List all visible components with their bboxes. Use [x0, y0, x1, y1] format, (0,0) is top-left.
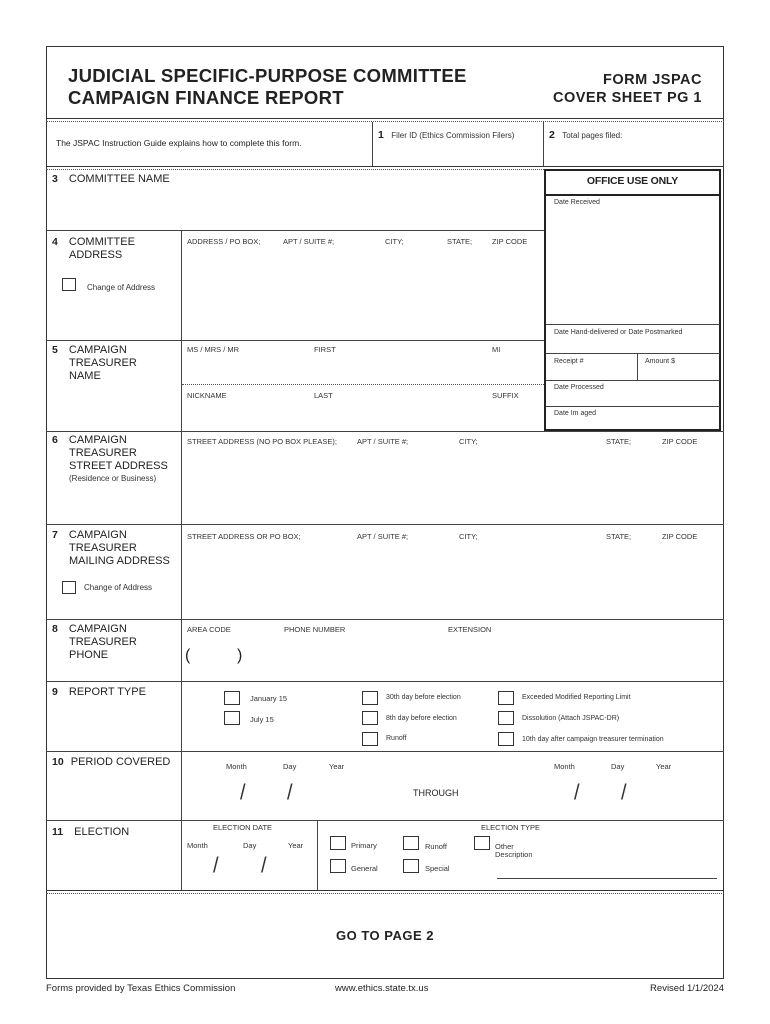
divider [317, 820, 318, 891]
amount-label: Amount $ [645, 358, 675, 365]
start-date-slash-1: / [240, 780, 246, 806]
committee-address-input[interactable] [182, 248, 542, 338]
runoff-election-checkbox[interactable] [403, 836, 419, 850]
treasurer-name-heading: 5 CAMPAIGN [52, 344, 127, 356]
30th-day-label: 30th day before election [386, 694, 461, 701]
date-received-label: Date Received [554, 199, 600, 206]
extension-input[interactable] [446, 646, 546, 668]
election-month-label: Month [187, 841, 208, 850]
8th-day-label: 8th day before election [386, 715, 457, 722]
end-year-label: Year [656, 762, 672, 771]
divider [182, 384, 544, 385]
divider [46, 820, 724, 821]
divider [46, 121, 724, 122]
treasurer-first-name-input[interactable] [182, 355, 542, 383]
state-label: STATE; [606, 532, 632, 541]
general-checkbox[interactable] [330, 859, 346, 873]
january-15-label: January 15 [250, 694, 288, 703]
divider [46, 230, 544, 231]
divider [546, 406, 720, 407]
change-address-label: Change of Address [84, 583, 153, 592]
treasurer-mailing-input[interactable] [182, 543, 722, 617]
address-label: ADDRESS / PO BOX; [187, 237, 261, 246]
july-15-label: July 15 [250, 715, 274, 724]
end-day-label: Day [611, 762, 625, 771]
divider [46, 890, 724, 891]
treasurer-label: TREASURER [69, 447, 137, 459]
go-to-page-2: GO TO PAGE 2 [336, 928, 434, 943]
start-month-label: Month [226, 762, 247, 771]
runoff-report-checkbox[interactable] [362, 732, 378, 746]
exceeded-limit-label: Exceeded Modified Reporting Limit [522, 694, 631, 701]
primary-checkbox[interactable] [330, 836, 346, 850]
january-15-checkbox[interactable] [224, 691, 240, 705]
suffix-label: SUFFIX [492, 391, 519, 400]
total-pages-label: Total pages filed: [562, 131, 623, 140]
mailing-address-label: MAILING ADDRESS [69, 555, 170, 567]
change-address-label: Change of Address [87, 283, 156, 292]
extension-label: EXTENSION [448, 625, 492, 634]
city-label: CITY; [459, 437, 478, 446]
period-start-date-input[interactable] [200, 778, 350, 808]
phone-number-input[interactable] [260, 646, 430, 668]
office-use-title: OFFICE USE ONLY [544, 169, 721, 196]
first-label: FIRST [314, 345, 336, 354]
street-address-label: STREET ADDRESS [69, 460, 168, 472]
footer-provider: Forms provided by Texas Ethics Commission [46, 983, 236, 994]
footer-website[interactable]: www.ethics.state.tx.us [335, 983, 429, 994]
divider [46, 751, 724, 752]
zip-label: ZIP CODE [662, 532, 698, 541]
zip-label: ZIP CODE [492, 237, 528, 246]
through-label: THROUGH [413, 788, 459, 798]
form-title-line1: JUDICIAL SPECIFIC-PURPOSE COMMITTEE [68, 65, 467, 86]
end-date-slash-1: / [574, 780, 580, 806]
treasurer-phone-heading: 8 CAMPAIGN [52, 623, 127, 635]
other-label: Other [495, 842, 514, 851]
special-checkbox[interactable] [403, 859, 419, 873]
divider [46, 118, 724, 119]
area-code-close-paren: ) [237, 647, 243, 664]
divider [543, 122, 544, 166]
10th-day-termination-label: 10th day after campaign treasurer termination [522, 736, 664, 743]
committee-address-label: ADDRESS [69, 249, 123, 261]
committee-name-label: COMMITTEE NAME [68, 173, 170, 185]
last-label: LAST [314, 391, 333, 400]
july-15-checkbox[interactable] [224, 711, 240, 725]
form-code: FORM JSPAC [603, 72, 702, 88]
10th-day-termination-checkbox[interactable] [498, 732, 514, 746]
runoff-report-label: Runoff [386, 735, 407, 742]
phone-label: PHONE [69, 649, 109, 661]
divider [546, 324, 720, 325]
divider [46, 340, 544, 341]
field-number: 3 [52, 173, 58, 185]
start-day-label: Day [283, 762, 297, 771]
election-day-label: Day [243, 841, 257, 850]
election-date-input[interactable] [186, 852, 314, 882]
divider [46, 169, 544, 170]
other-election-checkbox[interactable] [474, 836, 490, 850]
date-hand-delivered-label: Date Hand-delivered or Date Postmarked [554, 329, 683, 336]
divider [46, 681, 724, 682]
field-number: 2 [549, 129, 555, 141]
period-covered-heading: 10 PERIOD COVERED [52, 756, 171, 768]
dissolution-checkbox[interactable] [498, 711, 514, 725]
runoff-election-label: Runoff [425, 842, 447, 851]
period-end-date-input[interactable] [540, 778, 690, 808]
30th-day-checkbox[interactable] [362, 691, 378, 705]
divider [46, 619, 724, 620]
election-date-slash-2: / [261, 853, 267, 879]
total-pages-field[interactable] [549, 125, 622, 143]
filer-id-field[interactable] [378, 125, 514, 143]
general-label: General [351, 864, 378, 873]
treasurer-street-input[interactable] [182, 448, 722, 522]
election-heading: 11 ELECTION [52, 826, 130, 838]
instruction-text: The JSPAC Instruction Guide explains how to complete this form. [56, 138, 302, 148]
field-number: 1 [378, 129, 384, 141]
state-label: STATE; [447, 237, 473, 246]
name-label: NAME [69, 370, 101, 382]
zip-label: ZIP CODE [662, 437, 698, 446]
exceeded-limit-checkbox[interactable] [498, 691, 514, 705]
divider [546, 380, 720, 381]
election-type-header: ELECTION TYPE [481, 823, 541, 832]
receipt-label: Receipt # [554, 358, 584, 365]
start-date-slash-2: / [287, 780, 293, 806]
election-date-slash-1: / [213, 853, 219, 879]
filer-id-label: Filer ID (Ethics Commission Filers) [391, 131, 515, 140]
treasurer-label: TREASURER [69, 636, 137, 648]
divider [46, 893, 724, 894]
end-date-slash-2: / [621, 780, 627, 806]
treasurer-label: TREASURER [69, 357, 137, 369]
mi-label: MI [492, 345, 501, 354]
divider [546, 353, 720, 354]
divider [46, 431, 724, 432]
special-label: Special [425, 864, 450, 873]
divider [46, 166, 724, 167]
date-imaged-label: Date Im aged [554, 410, 597, 417]
mailing-change-address-checkbox[interactable] [62, 581, 76, 594]
primary-label: Primary [351, 841, 377, 850]
committee-name-field[interactable] [52, 173, 170, 186]
street-label: STREET ADDRESS (NO PO BOX PLEASE); [187, 437, 337, 446]
treasurer-label: TREASURER [69, 542, 137, 554]
office-use-box [544, 169, 721, 431]
apt-label: APT / SUITE #; [357, 437, 409, 446]
cover-sheet-label: COVER SHEET PG 1 [552, 90, 702, 106]
committee-address-heading: 4 COMMITTEE [52, 236, 135, 248]
committee-change-address-checkbox[interactable] [62, 278, 76, 291]
divider [46, 524, 724, 525]
state-label: STATE; [606, 437, 632, 446]
prefix-label: MS / MRS / MR [187, 345, 240, 354]
date-processed-label: Date Processed [554, 384, 604, 391]
area-code-open-paren: ( [185, 647, 191, 664]
phone-number-label: PHONE NUMBER [284, 625, 346, 634]
report-type-heading: 9 REPORT TYPE [52, 686, 146, 698]
start-year-label: Year [329, 762, 345, 771]
nickname-label: NICKNAME [187, 391, 227, 400]
city-label: CITY; [385, 237, 404, 246]
other-description-input[interactable] [497, 878, 717, 879]
election-date-header: ELECTION DATE [213, 823, 273, 832]
treasurer-mailing-heading: 7 CAMPAIGN [52, 529, 127, 541]
treasurer-street-heading: 6 CAMPAIGN [52, 434, 127, 446]
area-code-input[interactable] [195, 646, 233, 668]
residence-business-note: (Residence or Business) [69, 474, 157, 483]
election-year-label: Year [288, 841, 304, 850]
apt-label: APT / SUITE #; [283, 237, 335, 246]
divider [372, 122, 373, 166]
divider [637, 353, 638, 380]
apt-label: APT / SUITE #; [357, 532, 409, 541]
form-title-line2: CAMPAIGN FINANCE REPORT [68, 87, 344, 108]
area-code-label: AREA CODE [187, 625, 231, 634]
treasurer-last-name-input[interactable] [182, 401, 542, 429]
city-label: CITY; [459, 532, 478, 541]
description-label: Description [495, 850, 533, 859]
dissolution-label: Dissolution (Attach JSPAC-DR) [522, 715, 620, 722]
footer-revised: Revised 1/1/2024 [650, 983, 724, 994]
street-label: STREET ADDRESS OR PO BOX; [187, 532, 301, 541]
end-month-label: Month [554, 762, 575, 771]
8th-day-checkbox[interactable] [362, 711, 378, 725]
